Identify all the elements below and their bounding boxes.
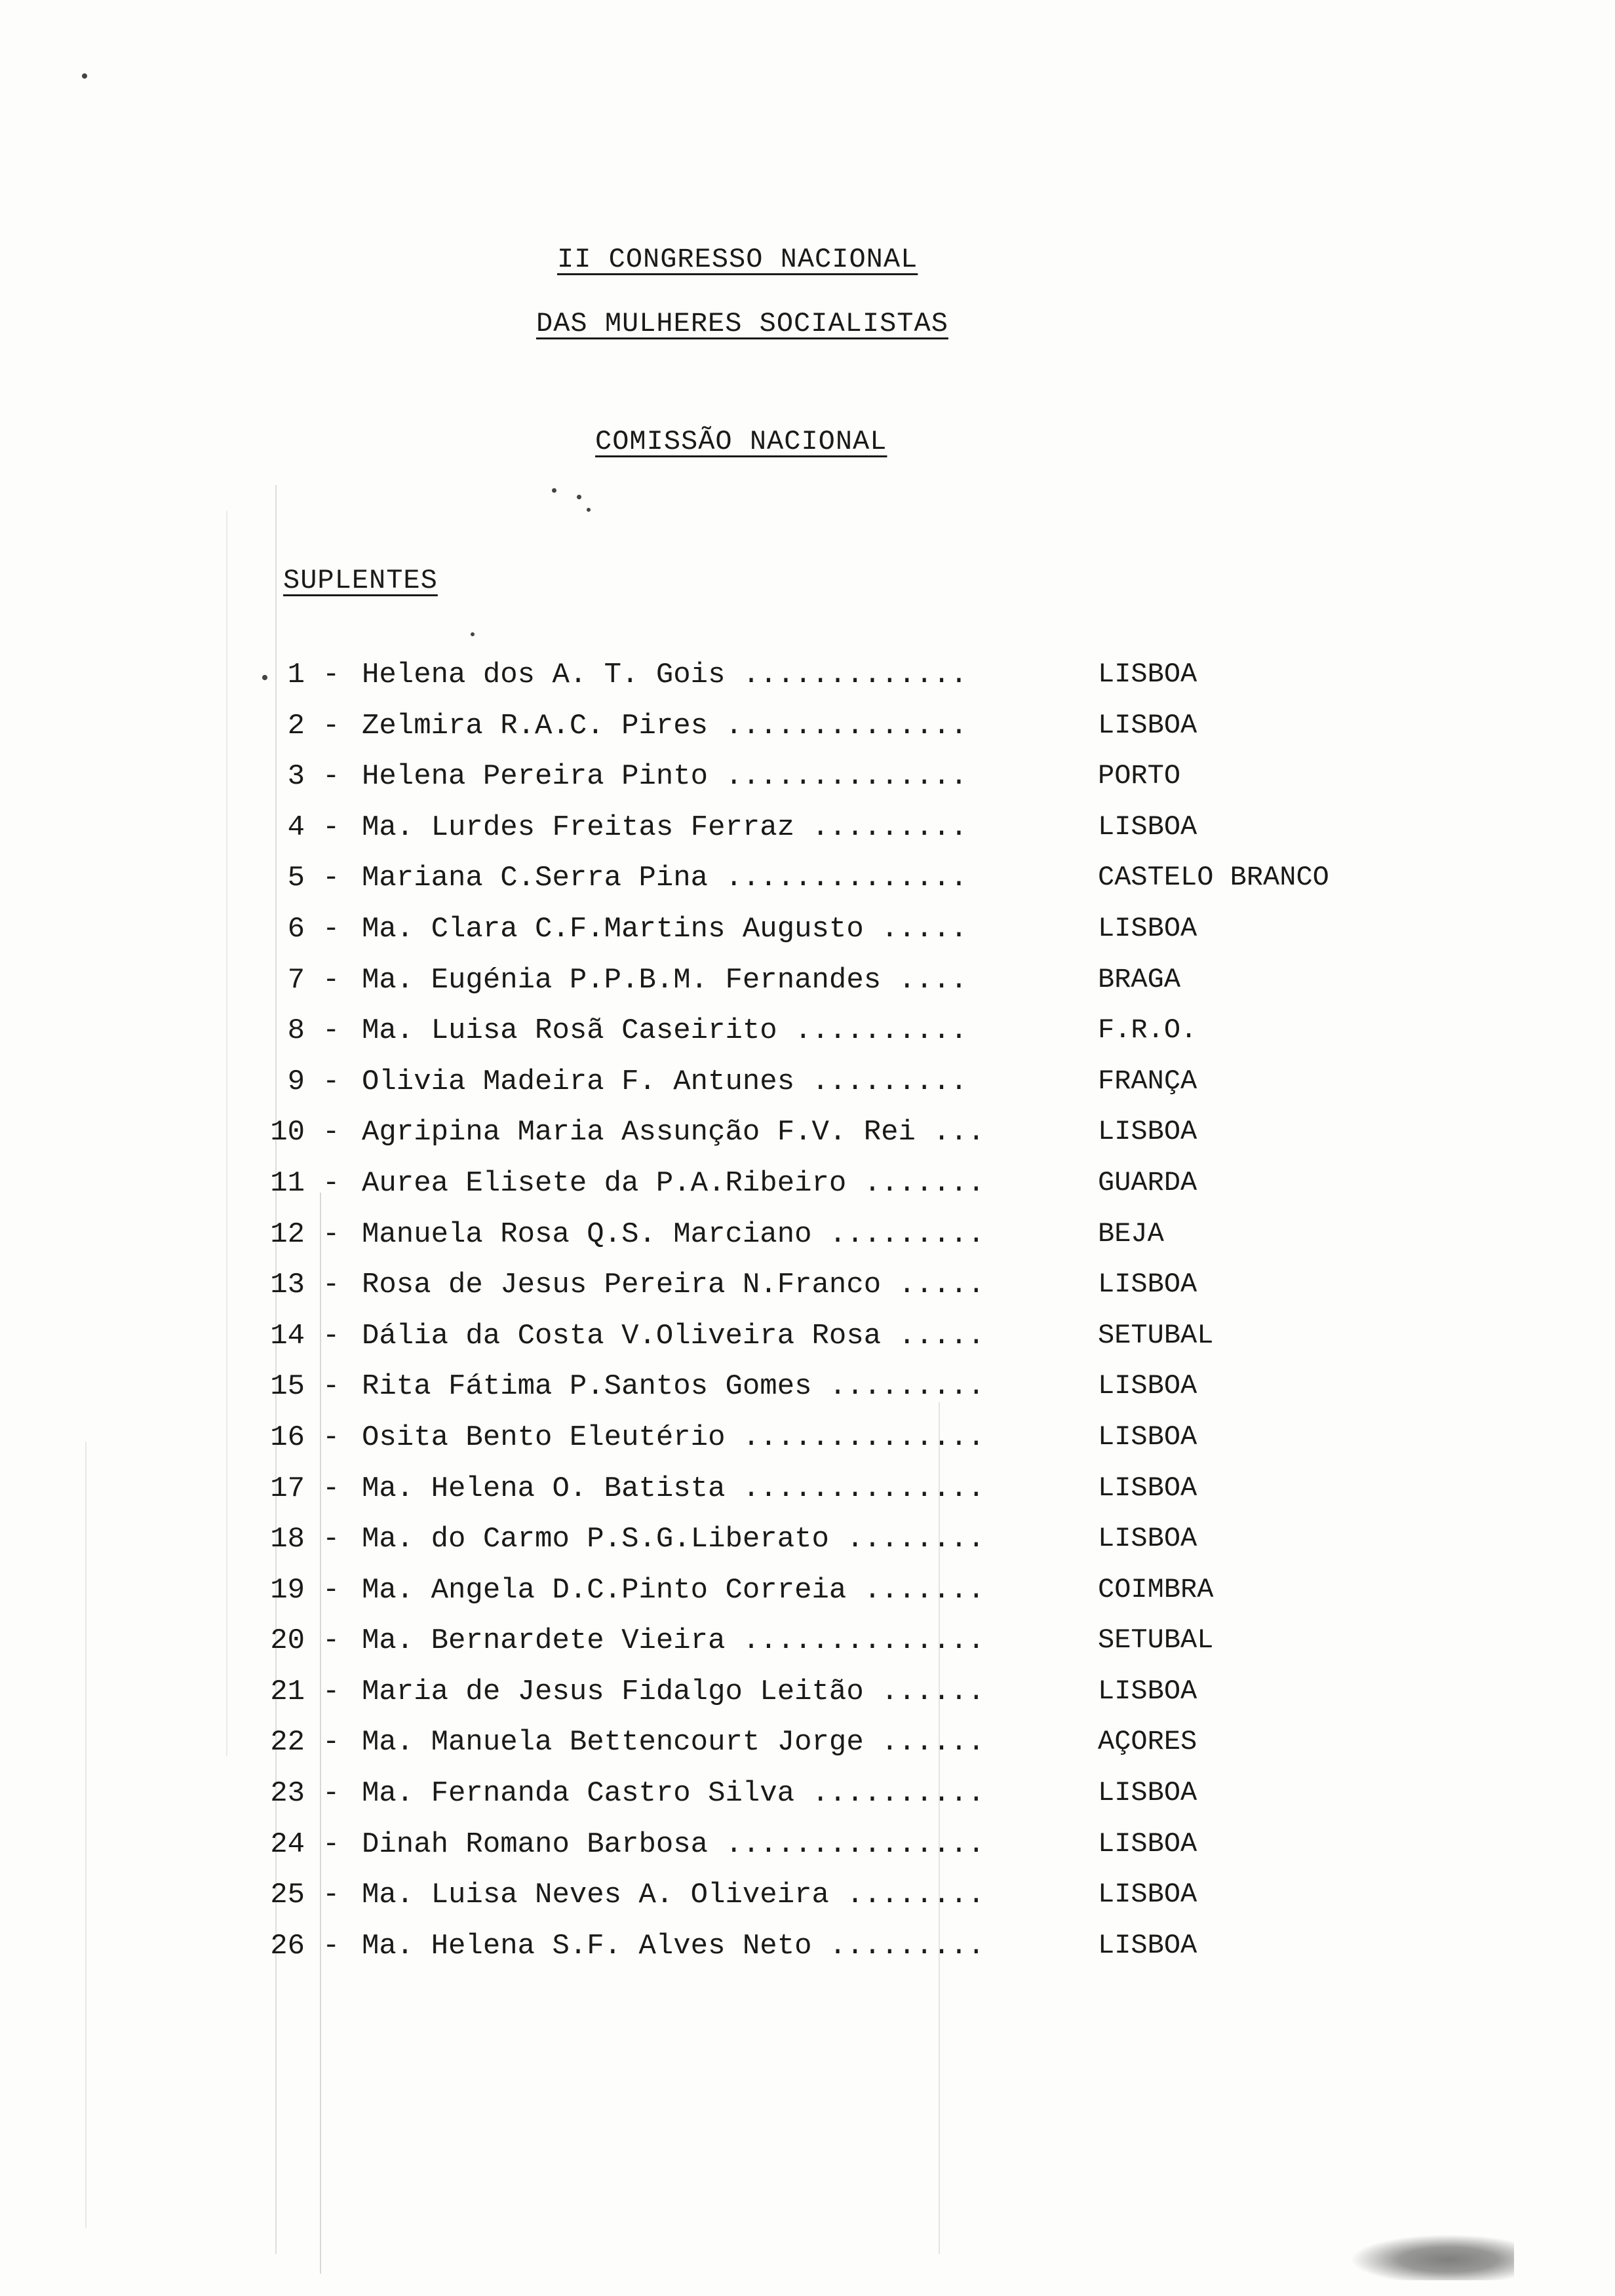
- member-place: LISBOA: [1098, 811, 1197, 843]
- member-name: Helena Pereira Pinto ..............: [362, 760, 968, 794]
- list-item: [249, 1624, 1494, 1675]
- member-place: SETUBAL: [1098, 1624, 1214, 1656]
- member-place: BRAGA: [1098, 963, 1181, 995]
- member-name: Mariana C.Serra Pina ..............: [362, 862, 968, 895]
- member-name: Olivia Madeira F. Antunes .........: [362, 1065, 968, 1098]
- list-item: [249, 1320, 1494, 1371]
- member-number: 1: [287, 659, 305, 691]
- separator-dash: -: [322, 1879, 340, 1912]
- list-item: [249, 1269, 1494, 1320]
- member-place: LISBOA: [1098, 1116, 1197, 1148]
- separator-dash: -: [322, 1523, 340, 1556]
- separator-dash: -: [322, 862, 340, 895]
- member-number: 25: [270, 1879, 305, 1912]
- member-name: Ma. Eugénia P.P.B.M. Fernandes ....: [362, 963, 968, 997]
- member-place: LISBOA: [1098, 1523, 1197, 1555]
- separator-dash: -: [322, 1217, 340, 1251]
- member-number: 11: [270, 1166, 305, 1200]
- member-name: Dália da Costa V.Oliveira Rosa .....: [362, 1319, 985, 1352]
- member-place: LISBOA: [1098, 1827, 1197, 1860]
- member-number: 7: [287, 963, 305, 997]
- member-number: 5: [287, 862, 305, 895]
- member-name: Dinah Romano Barbosa ...............: [362, 1827, 985, 1861]
- member-place: FRANÇA: [1098, 1065, 1197, 1097]
- list-item: [249, 964, 1494, 1015]
- member-name: Osita Bento Eleutério ..............: [362, 1421, 985, 1454]
- separator-dash: -: [322, 1573, 340, 1607]
- member-name: Ma. Lurdes Freitas Ferraz .........: [362, 811, 968, 844]
- member-place: F.R.O.: [1098, 1014, 1197, 1046]
- member-number: 21: [270, 1675, 305, 1708]
- list-item: [249, 1726, 1494, 1777]
- member-name: Rita Fátima P.Santos Gomes .........: [362, 1370, 985, 1404]
- list-item: [249, 1218, 1494, 1269]
- separator-dash: -: [322, 1370, 340, 1404]
- member-name: Rosa de Jesus Pereira N.Franco .....: [362, 1269, 985, 1302]
- scan-artifact-speck: [471, 632, 475, 636]
- scan-artifact-speck: [577, 495, 581, 499]
- member-number: 26: [270, 1929, 305, 1962]
- member-name: Maria de Jesus Fidalgo Leitão ......: [362, 1675, 985, 1708]
- list-item: [249, 1065, 1494, 1117]
- list-item: [249, 1472, 1494, 1523]
- separator-dash: -: [322, 709, 340, 742]
- member-number: 19: [270, 1573, 305, 1607]
- list-item: [249, 1828, 1494, 1879]
- separator-dash: -: [322, 963, 340, 997]
- list-item: [249, 862, 1494, 913]
- separator-dash: -: [322, 1014, 340, 1048]
- document-title-line-2: DAS MULHERES SOCIALISTAS: [536, 308, 948, 339]
- member-place: LISBOA: [1098, 912, 1197, 944]
- separator-dash: -: [322, 912, 340, 946]
- member-place: BEJA: [1098, 1217, 1164, 1250]
- member-name: Manuela Rosa Q.S. Marciano .........: [362, 1217, 985, 1251]
- list-item: [249, 659, 1494, 710]
- member-place: CASTELO BRANCO: [1098, 862, 1329, 894]
- list-item: [249, 1675, 1494, 1727]
- list-item: [249, 1014, 1494, 1065]
- list-item: [249, 1879, 1494, 1930]
- scan-artifact-speck: [82, 73, 87, 79]
- member-number: 22: [270, 1726, 305, 1759]
- member-name: Aurea Elisete da P.A.Ribeiro .......: [362, 1166, 985, 1200]
- separator-dash: -: [322, 1269, 340, 1302]
- member-number: 16: [270, 1421, 305, 1454]
- list-item: [249, 1574, 1494, 1625]
- section-label: SUPLENTES: [283, 565, 438, 596]
- list-item: [249, 1777, 1494, 1828]
- member-number: 3: [287, 760, 305, 794]
- member-place: GUARDA: [1098, 1166, 1197, 1198]
- separator-dash: -: [322, 1421, 340, 1454]
- member-number: 9: [287, 1065, 305, 1098]
- separator-dash: -: [322, 1675, 340, 1708]
- member-name: Ma. Angela D.C.Pinto Correia .......: [362, 1573, 985, 1607]
- member-number: 14: [270, 1319, 305, 1352]
- member-number: 18: [270, 1523, 305, 1556]
- list-item: [249, 1523, 1494, 1574]
- member-number: 15: [270, 1370, 305, 1404]
- member-name: Zelmira R.A.C. Pires ..............: [362, 709, 968, 742]
- member-place: AÇORES: [1098, 1726, 1197, 1758]
- member-number: 17: [270, 1472, 305, 1505]
- member-number: 12: [270, 1217, 305, 1251]
- member-name: Ma. Clara C.F.Martins Augusto .....: [362, 912, 968, 946]
- member-place: LISBOA: [1098, 1421, 1197, 1453]
- separator-dash: -: [322, 1624, 340, 1658]
- list-item: [249, 1167, 1494, 1218]
- member-number: 24: [270, 1827, 305, 1861]
- member-place: LISBOA: [1098, 1879, 1197, 1911]
- separator-dash: -: [322, 1065, 340, 1098]
- member-name: Ma. Helena O. Batista ..............: [362, 1472, 985, 1505]
- member-place: SETUBAL: [1098, 1319, 1214, 1351]
- list-item: [249, 1421, 1494, 1472]
- separator-dash: -: [322, 1777, 340, 1810]
- member-number: 2: [287, 709, 305, 742]
- member-place: LISBOA: [1098, 1370, 1197, 1402]
- member-name: Ma. Manuela Bettencourt Jorge ......: [362, 1726, 985, 1759]
- scan-artifact-line: [226, 511, 227, 1756]
- list-item: [249, 1370, 1494, 1421]
- list-item: [249, 913, 1494, 964]
- list-item: [249, 1116, 1494, 1167]
- member-number: 13: [270, 1269, 305, 1302]
- separator-dash: -: [322, 1472, 340, 1505]
- member-number: 6: [287, 912, 305, 946]
- member-place: PORTO: [1098, 760, 1181, 792]
- member-name: Ma. Fernanda Castro Silva ..........: [362, 1777, 985, 1810]
- separator-dash: -: [322, 811, 340, 844]
- list-item: [249, 1930, 1494, 1981]
- member-place: LISBOA: [1098, 709, 1197, 741]
- member-place: LISBOA: [1098, 659, 1197, 690]
- member-name: Ma. Bernardete Vieira ..............: [362, 1624, 985, 1658]
- separator-dash: -: [322, 659, 340, 691]
- member-list: [249, 659, 1494, 1980]
- list-item: [249, 760, 1494, 811]
- document-subtitle: COMISSÃO NACIONAL: [595, 426, 887, 457]
- member-place: COIMBRA: [1098, 1573, 1214, 1605]
- scan-artifact-speck: [587, 508, 591, 512]
- member-place: LISBOA: [1098, 1472, 1197, 1504]
- member-place: LISBOA: [1098, 1675, 1197, 1707]
- member-number: 23: [270, 1777, 305, 1810]
- member-place: LISBOA: [1098, 1929, 1197, 1961]
- separator-dash: -: [322, 1827, 340, 1861]
- separator-dash: -: [322, 1929, 340, 1962]
- member-number: 10: [270, 1116, 305, 1149]
- member-name: Ma. Luisa Neves A. Oliveira ........: [362, 1879, 985, 1912]
- member-name: Agripina Maria Assunção F.V. Rei ...: [362, 1116, 985, 1149]
- separator-dash: -: [322, 1726, 340, 1759]
- document-title-line-1: II CONGRESSO NACIONAL: [557, 244, 918, 275]
- member-name: Ma. do Carmo P.S.G.Liberato ........: [362, 1523, 985, 1556]
- member-place: LISBOA: [1098, 1269, 1197, 1301]
- member-place: LISBOA: [1098, 1777, 1197, 1809]
- member-name: Ma. Luisa Rosã Caseirito ..........: [362, 1014, 968, 1048]
- list-item: [249, 811, 1494, 862]
- member-number: 20: [270, 1624, 305, 1658]
- separator-dash: -: [322, 1319, 340, 1352]
- member-name: Ma. Helena S.F. Alves Neto .........: [362, 1929, 985, 1962]
- member-number: 4: [287, 811, 305, 844]
- separator-dash: -: [322, 1116, 340, 1149]
- scan-artifact-smudge: [1350, 2234, 1514, 2280]
- member-name: Helena dos A. T. Gois .............: [362, 659, 968, 691]
- separator-dash: -: [322, 1166, 340, 1200]
- separator-dash: -: [322, 760, 340, 794]
- member-number: 8: [287, 1014, 305, 1048]
- scan-artifact-line: [85, 1442, 87, 2228]
- list-item: [249, 710, 1494, 761]
- scan-artifact-speck: [552, 488, 556, 493]
